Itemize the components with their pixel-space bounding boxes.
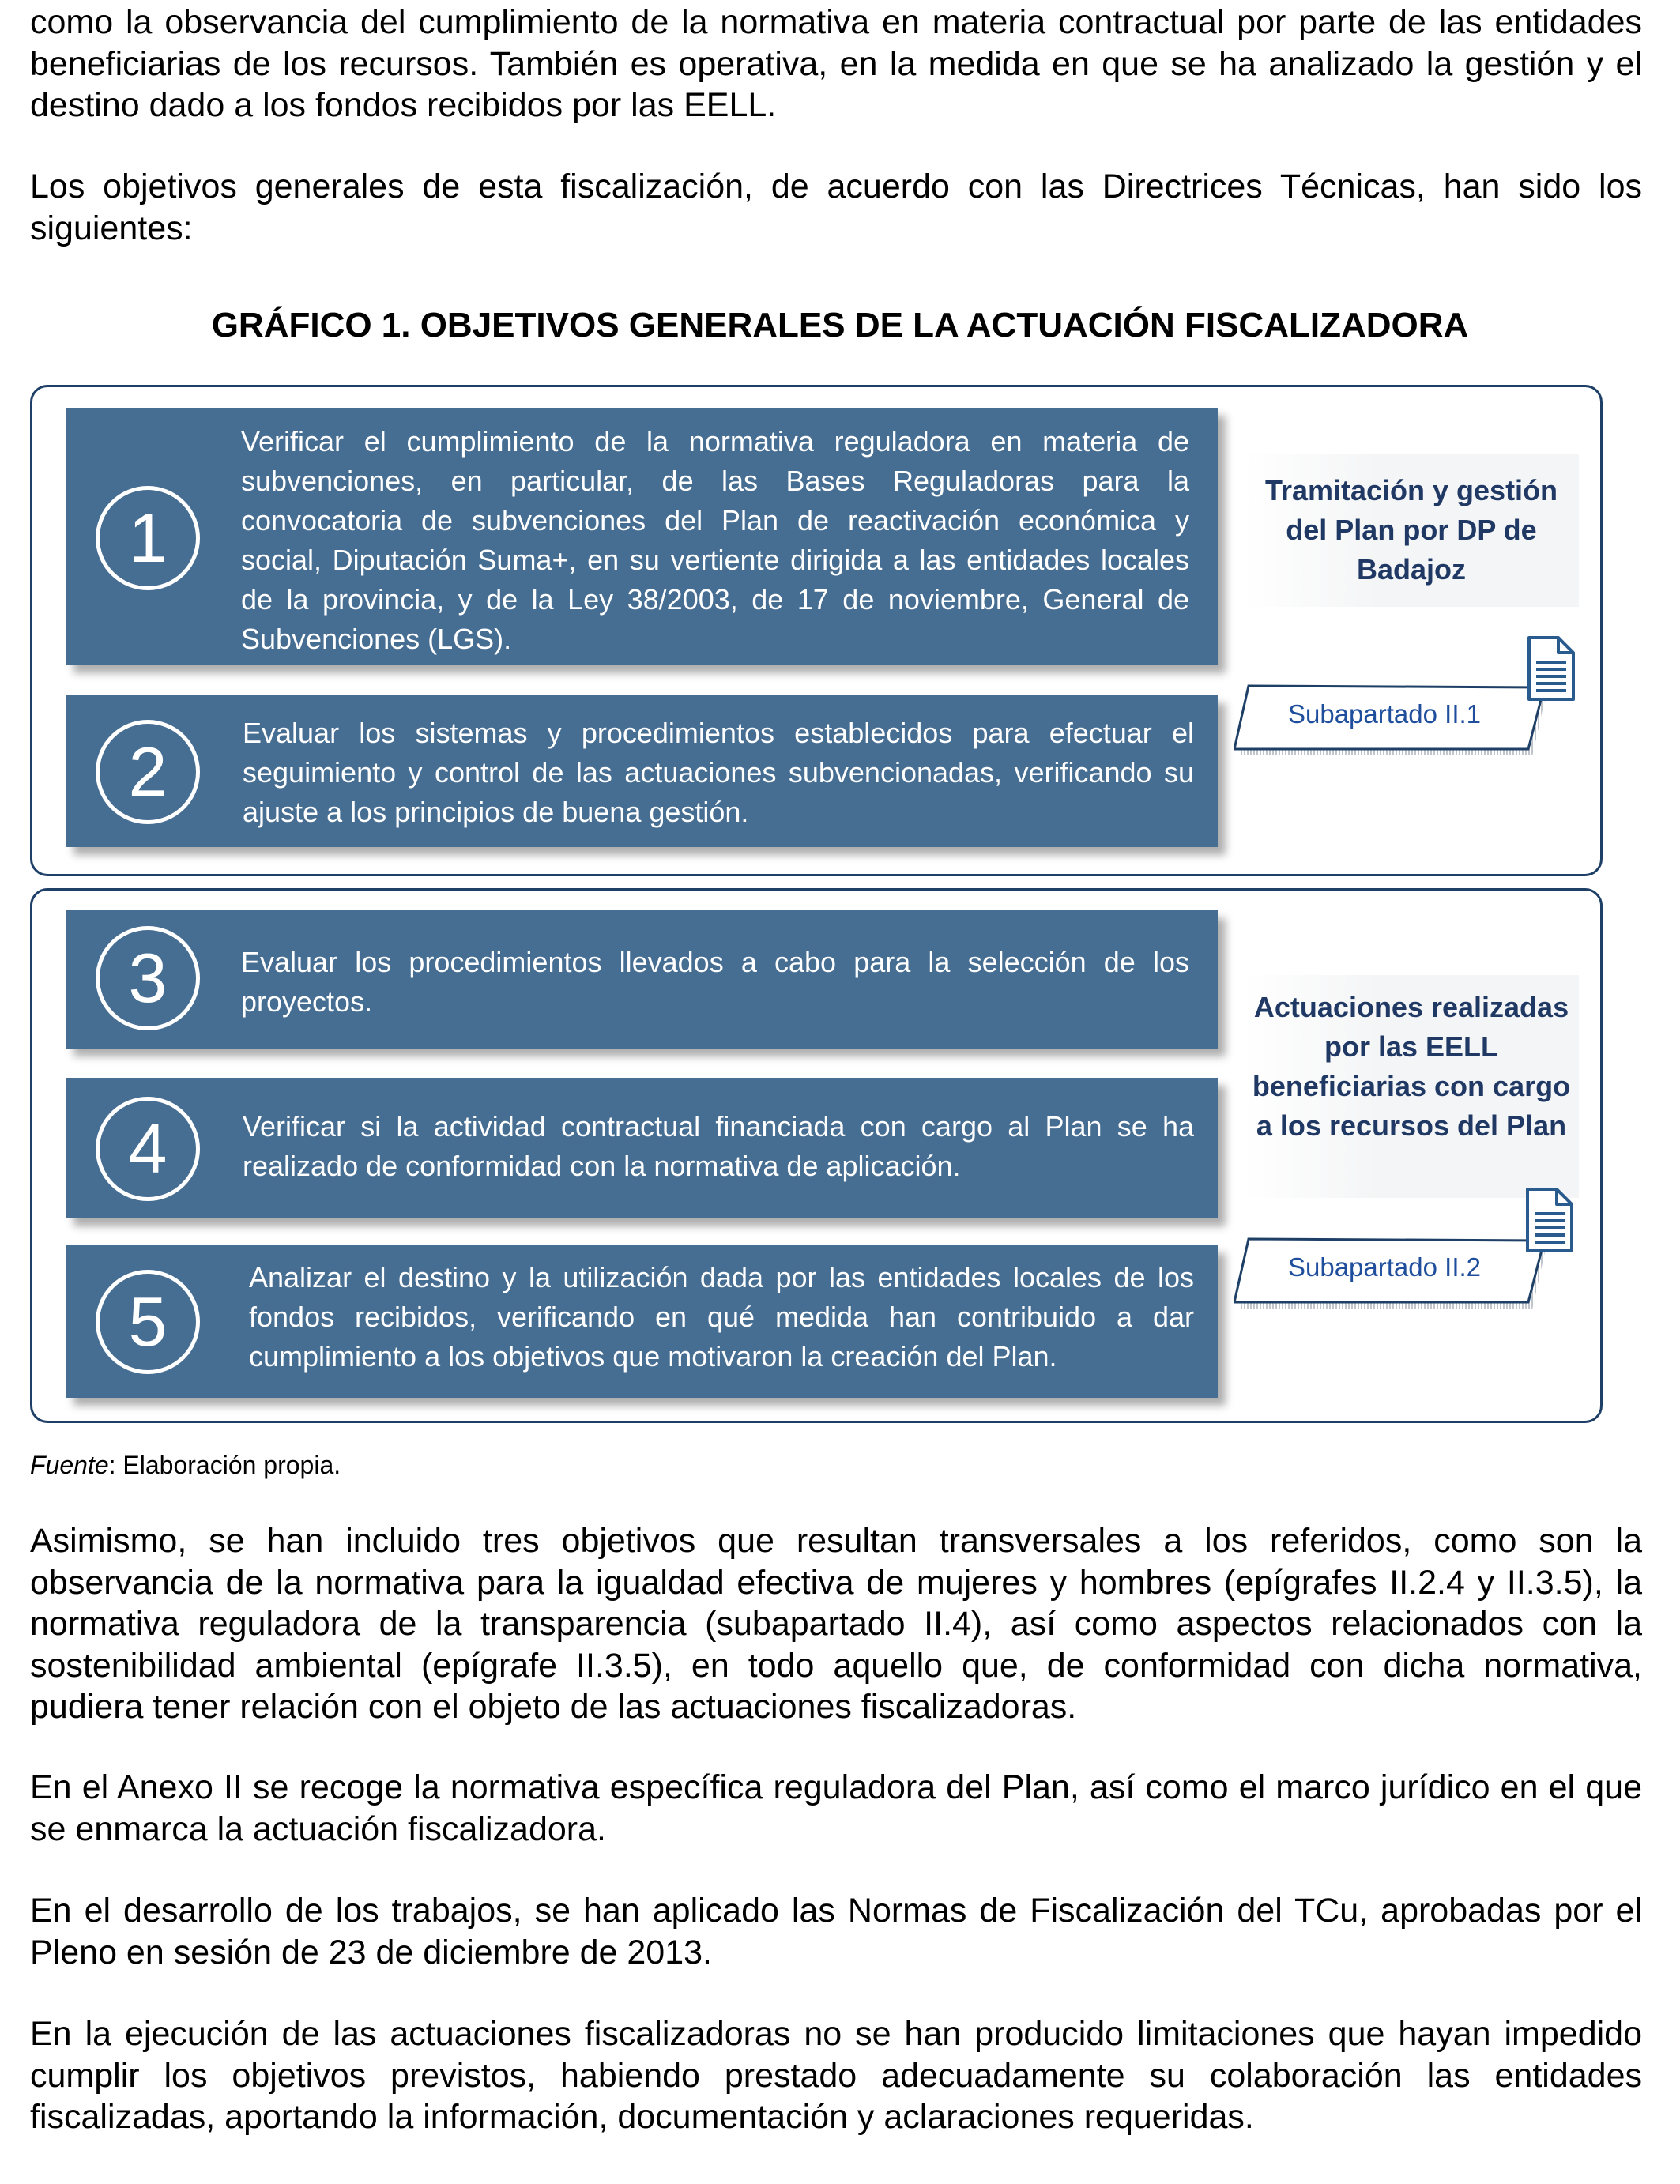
objective-text-2: Evaluar los sistemas y procedimientos establecidos para efectuar el seguimiento y control de las actuaciones subvencionadas, verificando su ajuste a los principios de buena gestión. — [243, 717, 1194, 828]
objective-box-5 — [66, 1245, 1218, 1398]
intro-paragraph-2: Los objetivos generales de esta fiscalización, de acuerdo con las Directrices Técnicas, han sido los siguientes: — [30, 168, 1642, 247]
group-2-subsection-label: Subapartado II.2 — [1287, 1252, 1482, 1282]
group-1-title: Tramitación y gestión del Plan por DP de Badajoz — [1244, 454, 1579, 607]
number-circle-3: 3 — [96, 926, 200, 1030]
group-1-subsection-tag — [1234, 667, 1550, 755]
body-paragraph-1: Asimismo, se han incluido tres objetivos que resultan transversales a los referidos, como son la observancia de la normativa para la igualdad efectiva de mujeres y hombres (epígrafes II.2.4 y II.3.5), la normativa reguladora de la transparencia (subapartado II.4), así como aspectos relacionados con la sostenibilidad ambiental (epígrafe II.3.5), en todo aquello que, de conformidad con dicha normativa, pudiera tener relación con el objeto de las actuaciones fiscalizadoras. — [30, 1522, 1642, 1726]
body-paragraph-4: En la ejecución de las actuaciones fiscalizadoras no se han producido limitaciones que hayan impedido cumplir los objetivos previstos, habiendo prestado adecuadamente su colaboración las entidades fiscalizadas, aportando la información, documentación y aclaraciones requeridas. — [30, 2015, 1642, 2136]
number-circle-2: 2 — [96, 720, 200, 824]
objective-text-5: Analizar el destino y la utilización dada por las entidades locales de los fondos recibidos, verificando en qué medida han contribuido a dar cumplimiento a los objetivos que motivaron la creación del Plan. — [249, 1261, 1194, 1373]
document-icon — [1527, 635, 1576, 702]
number-circle-1: 1 — [96, 486, 200, 590]
group-2-title: Actuaciones realizadas por las EELL beneficiarias con cargo a los recursos del Plan — [1244, 975, 1579, 1198]
group-1-subsection-label: Subapartado II.1 — [1287, 699, 1482, 729]
group-2-subsection-tag — [1234, 1220, 1550, 1309]
body-paragraph-2: En el Anexo II se recoge la normativa específica reguladora del Plan, así como el marco jurídico en el que se enmarca la actuación fiscalizadora. — [30, 1768, 1642, 1848]
source-note — [30, 1449, 341, 1481]
number-circle-5: 5 — [96, 1270, 200, 1374]
objective-box-2 — [66, 695, 1218, 847]
objective-text-3: Evaluar los procedimientos llevados a cabo para la selección de los proyectos. — [241, 946, 1189, 1018]
objective-box-3 — [66, 910, 1218, 1049]
graphic-title: GRÁFICO 1. OBJETIVOS GENERALES DE LA ACTUACIÓN FISCALIZADORA — [211, 306, 1469, 345]
objective-text-1: Verificar el cumplimiento de la normativa reguladora en materia de subvenciones, en particular, de las Bases Reguladoras para la convocatoria de subvenciones del Plan de reactivación económica y social, Diputación Suma+, en su vertiente dirigida a las entidades locales de la provincia, y de la Ley 38/2003, de 17 de noviembre, General de Subvenciones (LGS). — [241, 425, 1189, 655]
body-paragraph-3: En el desarrollo de los trabajos, se han aplicado las Normas de Fiscalización del TCu, aprobadas por el Pleno en sesión de 23 de diciembre de 2013. — [30, 1892, 1642, 1971]
source-label: Fuente — [30, 1451, 109, 1479]
intro-paragraph-1: como la observancia del cumplimiento de la normativa en materia contractual por parte de las entidades beneficiarias de los recursos. También es operativa, en la medida en que se ha analizado la gestión y el destino dado a los fondos recibidos por las EELL. — [30, 3, 1642, 124]
number-circle-4: 4 — [96, 1097, 200, 1201]
source-text: : Elaboración propia. — [108, 1451, 341, 1479]
objective-box-4 — [66, 1078, 1218, 1218]
document-icon — [1525, 1187, 1574, 1253]
objective-box-1 — [66, 408, 1218, 665]
objective-text-4: Verificar si la actividad contractual financiada con cargo al Plan se ha realizado de conformidad con la normativa de aplicación. — [243, 1110, 1194, 1182]
